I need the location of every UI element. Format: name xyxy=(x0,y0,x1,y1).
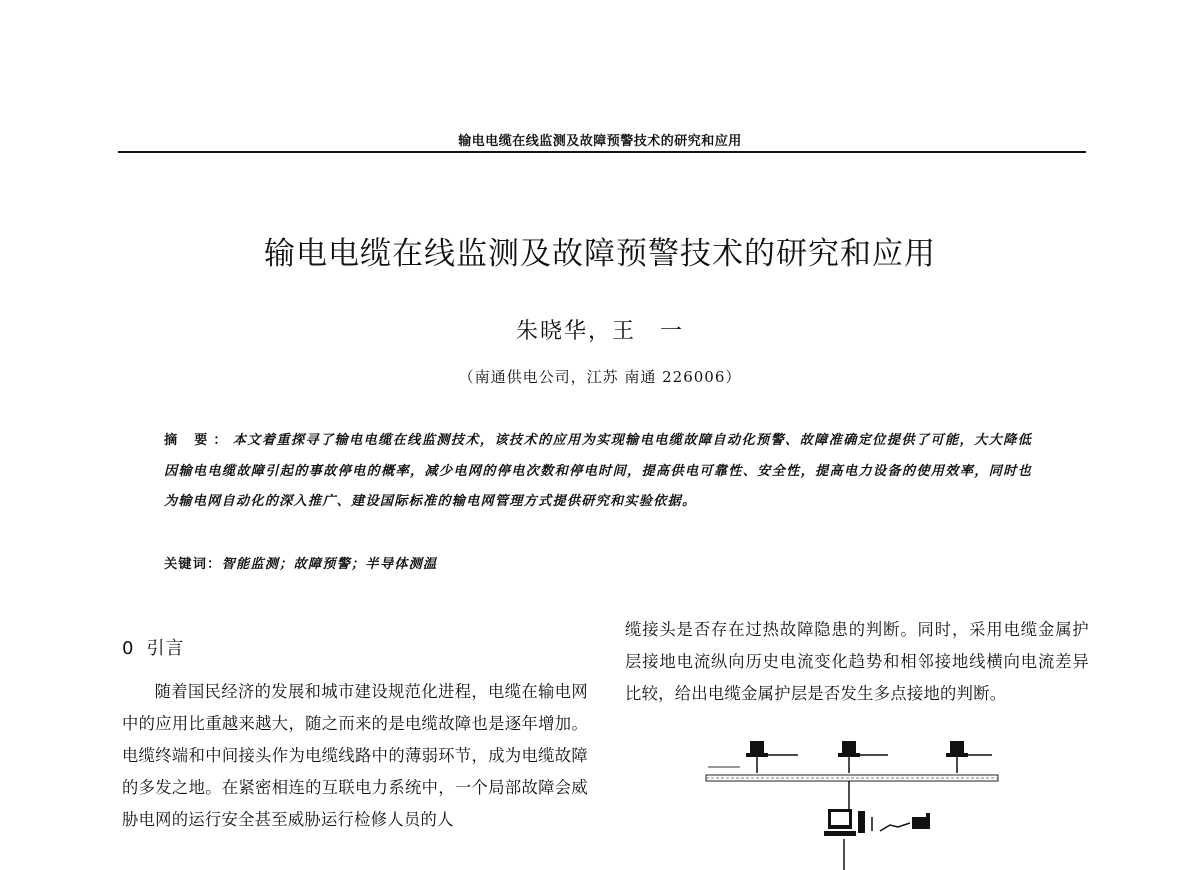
keywords-label: 关键词： xyxy=(164,557,222,572)
monitor-unit-icon xyxy=(838,741,888,773)
cable-line xyxy=(706,767,998,781)
paper-title: 输电电缆在线监测及故障预警技术的研究和应用 xyxy=(264,236,936,272)
abstract-text: 本文着重探寻了输电电缆在线监测技术，该技术的应用为实现输电电缆故障自动化预警、故障准确定位提供了可能，大大降低因输电电缆故障引起的事故停电的概率，减少电网的停电次数和停电时间，提高供电可靠性、安全性，提高电力设备的使用效率，同时也为输电网自动化的深入推广、建设国际标准的输电网管理方式提供研究和实验依据。 xyxy=(164,433,1033,509)
left-column-paragraph: 随着国民经济的发展和城市建设规范化进程，电缆在输电网中的应用比重越来越大，随之而来的是电缆故障也是逐年增加。电缆终端和中间接头作为电缆线路中的薄弱环节，成为电缆故障的多发之地。在紧密相连的互联电力系统中，一个局部故障会威胁电网的运行安全甚至威胁运行检修人员的人 xyxy=(122,682,588,829)
abstract xyxy=(164,426,1032,518)
right-column-paragraph: 缆接头是否存在过热故障隐患的判断。同时，采用电缆金属护层接地电流纵向历史电流变化趋势和相邻接地线横向电流差异比较，给出电缆金属护层是否发生多点接地的判断。 xyxy=(625,620,1089,703)
section-heading xyxy=(122,634,184,660)
keywords-text: 智能监测；故障预警；半导体测温 xyxy=(221,557,438,572)
abstract-label: 摘 要： xyxy=(164,433,233,448)
paper-authors: 朱晓华，王 一 xyxy=(515,319,684,344)
control-center-computer-icon xyxy=(824,809,865,836)
paper-affiliation: （南通供电公司，江苏 南通 226006） xyxy=(458,368,742,386)
running-header: 输电电缆在线监测及故障预警技术的研究和应用 xyxy=(458,134,742,149)
section-title: 引言 xyxy=(146,638,185,659)
monitor-unit-icon xyxy=(746,741,798,773)
monitoring-system-diagram xyxy=(700,735,1020,870)
wireless-link-icon xyxy=(872,813,930,831)
keywords xyxy=(164,553,1032,572)
header-rule xyxy=(118,151,1086,153)
monitor-unit-icon xyxy=(946,741,992,773)
section-number: 0 xyxy=(122,638,135,659)
